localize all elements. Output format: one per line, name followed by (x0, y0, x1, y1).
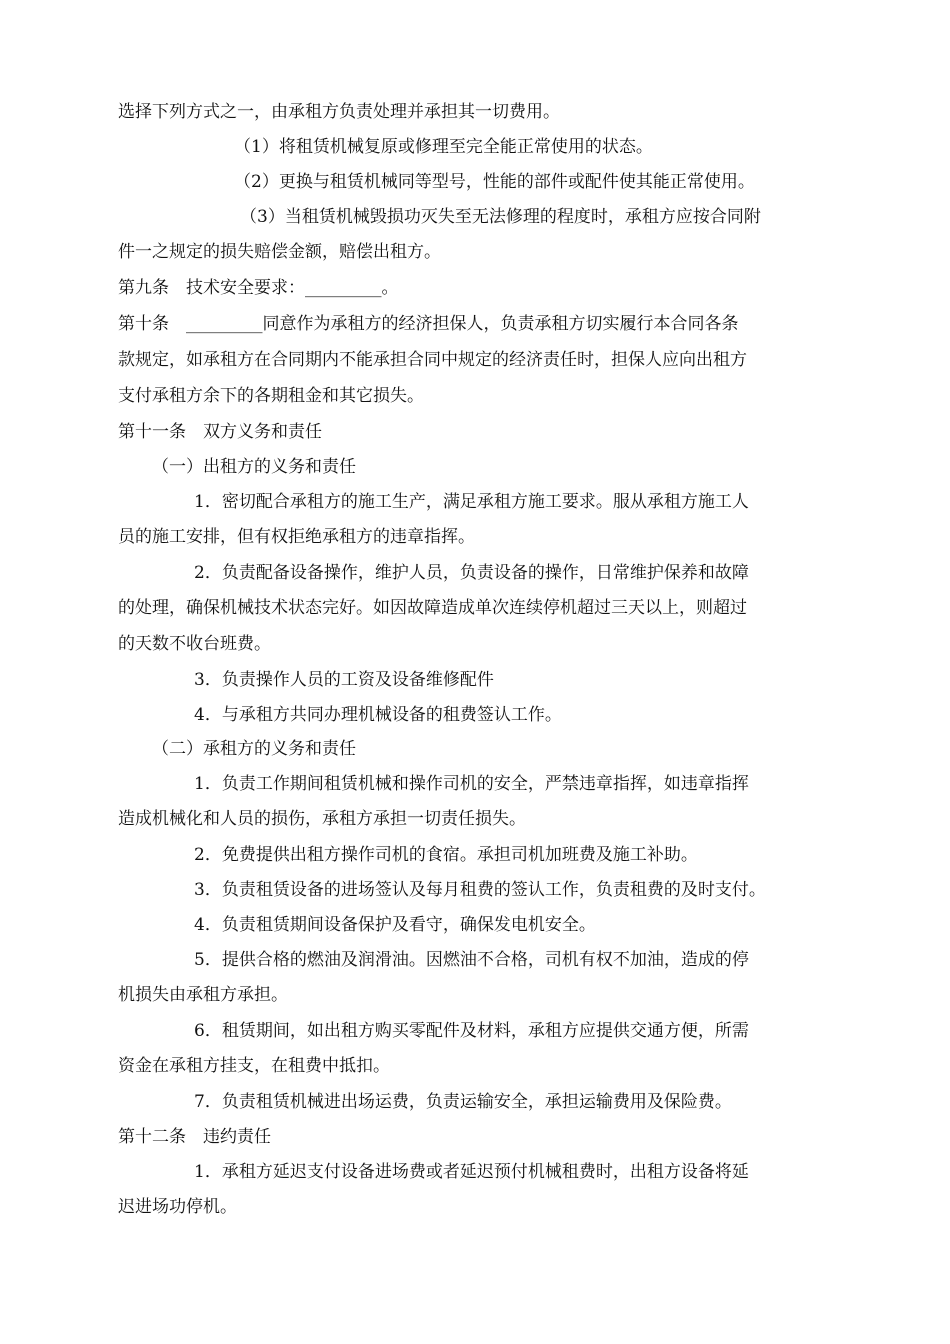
text-line: 迟进场功停机。 (118, 1197, 237, 1217)
text-line: 1．承租方延迟支付设备进场费或者延迟预付机械租费时，出租方设备将延 (194, 1162, 749, 1182)
text-line: 款规定，如承租方在合同期内不能承担合同中规定的经济责任时，担保人应向出租方 (118, 350, 747, 370)
text-line: 3．负责租赁设备的进场签认及每月租费的签认工作，负责租费的及时支付。 (194, 880, 766, 900)
section-heading: 第十二条 违约责任 (118, 1127, 271, 1147)
text-line: 6．租赁期间，如出租方购买零配件及材料，承租方应提供交通方便，所需 (194, 1021, 749, 1041)
text-line: （2）更换与租赁机械同等型号，性能的部件或配件使其能正常使用。 (234, 172, 755, 192)
text-line: 2．负责配备设备操作，维护人员，负责设备的操作，日常维护保养和故障 (194, 563, 749, 583)
text-line: 3．负责操作人员的工资及设备维修配件 (194, 670, 494, 690)
text-line: 1．密切配合承租方的施工生产，满足承租方施工要求。服从承租方施工人 (194, 492, 749, 512)
text-line: 选择下列方式之一，由承租方负责处理并承担其一切费用。 (118, 102, 560, 122)
subsection-heading: （一）出租方的义务和责任 (152, 457, 356, 477)
text-line: 1．负责工作期间租赁机械和操作司机的安全，严禁违章指挥，如违章指挥 (194, 774, 749, 794)
section-heading: 第九条 技术安全要求：_________。 (118, 278, 399, 298)
text-line: 员的施工安排，但有权拒绝承租方的违章指挥。 (118, 527, 475, 547)
text-line: 2．免费提供出租方操作司机的食宿。承担司机加班费及施工补助。 (194, 845, 698, 865)
text-line: 造成机械化和人员的损伤，承租方承担一切责任损失。 (118, 809, 526, 829)
text-line: 件一之规定的损失赔偿金额，赔偿出租方。 (118, 242, 441, 262)
text-line: 机损失由承租方承担。 (118, 985, 288, 1005)
text-line: （3）当租赁机械毁损功灭失至无法修理的程度时，承租方应按合同附 (240, 207, 761, 227)
text-line: （1）将租赁机械复原或修理至完全能正常使用的状态。 (234, 137, 653, 157)
text-line: 7．负责租赁机械进出场运费，负责运输安全，承担运输费用及保险费。 (194, 1092, 732, 1112)
section-heading: 第十条 _________同意作为承租方的经济担保人，负责承租方切实履行本合同各条 (118, 314, 739, 334)
section-heading: 第十一条 双方义务和责任 (118, 422, 322, 442)
text-line: 4．与承租方共同办理机械设备的租费签认工作。 (194, 705, 562, 725)
text-line: 4．负责租赁期间设备保护及看守，确保发电机安全。 (194, 915, 596, 935)
text-line: 支付承租方余下的各期租金和其它损失。 (118, 386, 424, 406)
text-line: 的天数不收台班费。 (118, 634, 271, 654)
text-line: 5．提供合格的燃油及润滑油。因燃油不合格，司机有权不加油，造成的停 (194, 950, 749, 970)
text-line: 资金在承租方挂支，在租费中抵扣。 (118, 1056, 390, 1076)
text-line: 的处理，确保机械技术状态完好。如因故障造成单次连续停机超过三天以上，则超过 (118, 598, 747, 618)
subsection-heading: （二）承租方的义务和责任 (152, 739, 356, 759)
